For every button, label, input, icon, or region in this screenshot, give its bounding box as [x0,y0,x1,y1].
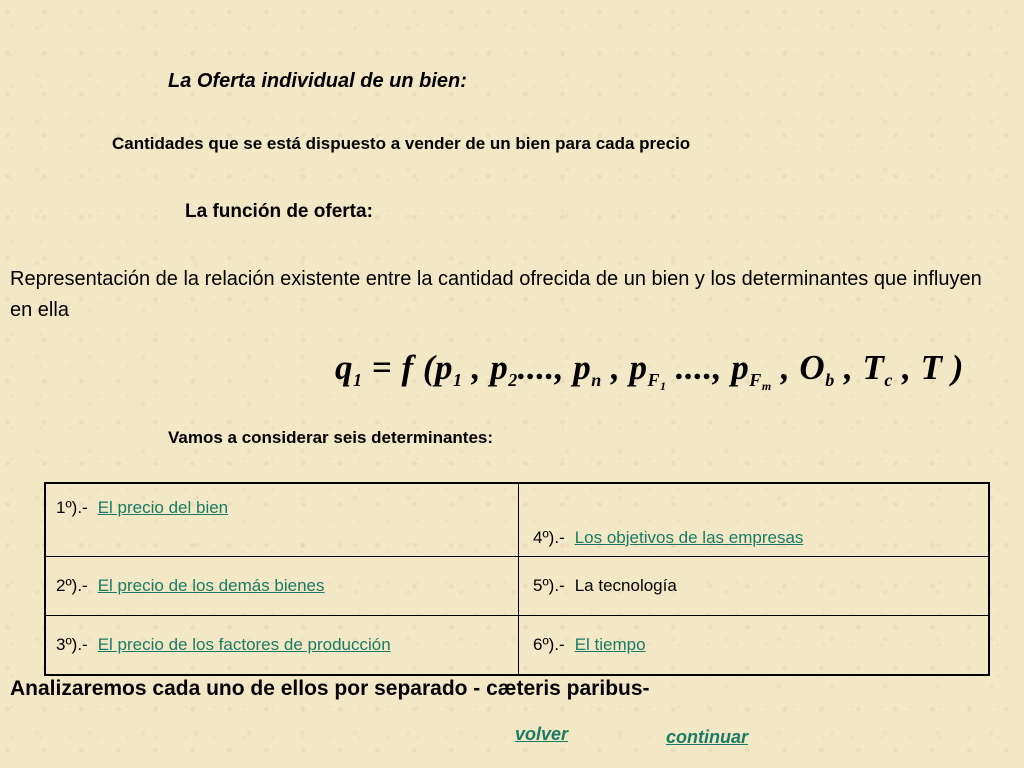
determinant-number: 3º).- [56,635,88,654]
determinants-table [44,482,990,676]
determinant-cell [519,557,990,616]
link-tiempo[interactable]: El tiempo [574,635,646,654]
link-precio-factores[interactable]: El precio de los factores de producción [97,635,391,654]
determinant-cell [519,483,990,557]
determinant-number: 1º).- [56,498,88,517]
definition-funcion: Representación de la relación existente entre la cantidad ofrecida de un bien y los determinantes que influyen en ella [10,268,982,321]
determinant-number: 4º).- [533,528,565,547]
determinant-cell [45,557,519,616]
volver-link[interactable]: volver [515,724,569,744]
determinant-number: 5º).- [533,576,565,595]
link-precio-demas-bienes[interactable]: El precio de los demás bienes [97,576,325,595]
link-precio-del-bien[interactable]: El precio del bien [97,498,229,517]
determinant-cell [45,616,519,676]
determinant-cell [519,616,990,676]
table-row [45,483,989,557]
definition-oferta: Cantidades que se está dispuesto a vender de un bien para cada precio [112,134,691,153]
link-objetivos-empresas[interactable]: Los objetivos de las empresas [574,528,804,547]
label-tecnologia: La tecnología [574,576,677,595]
determinant-cell [45,483,519,557]
determinant-number: 6º).- [533,635,565,654]
supply-function-formula: $q_1 = f$ ($p_1$ , $p_2$...., $p_n$ , $p_{F_1}$ ...., $p_{F_m}$ , $O_b$ , $T_c$ , T ) [335,348,964,393]
table-row [45,557,989,616]
table-row [45,616,989,676]
determinant-number: 2º).- [56,576,88,595]
heading-oferta-individual: La Oferta individual de un bien: [168,70,467,92]
heading-funcion-oferta: La función de oferta: [185,201,373,222]
conclusion-text: Analizaremos cada uno de ellos por separado - cæteris paribus- [10,677,650,700]
continuar-link[interactable]: continuar [666,727,749,747]
heading-determinantes: Vamos a considerar seis determinantes: [168,428,494,447]
